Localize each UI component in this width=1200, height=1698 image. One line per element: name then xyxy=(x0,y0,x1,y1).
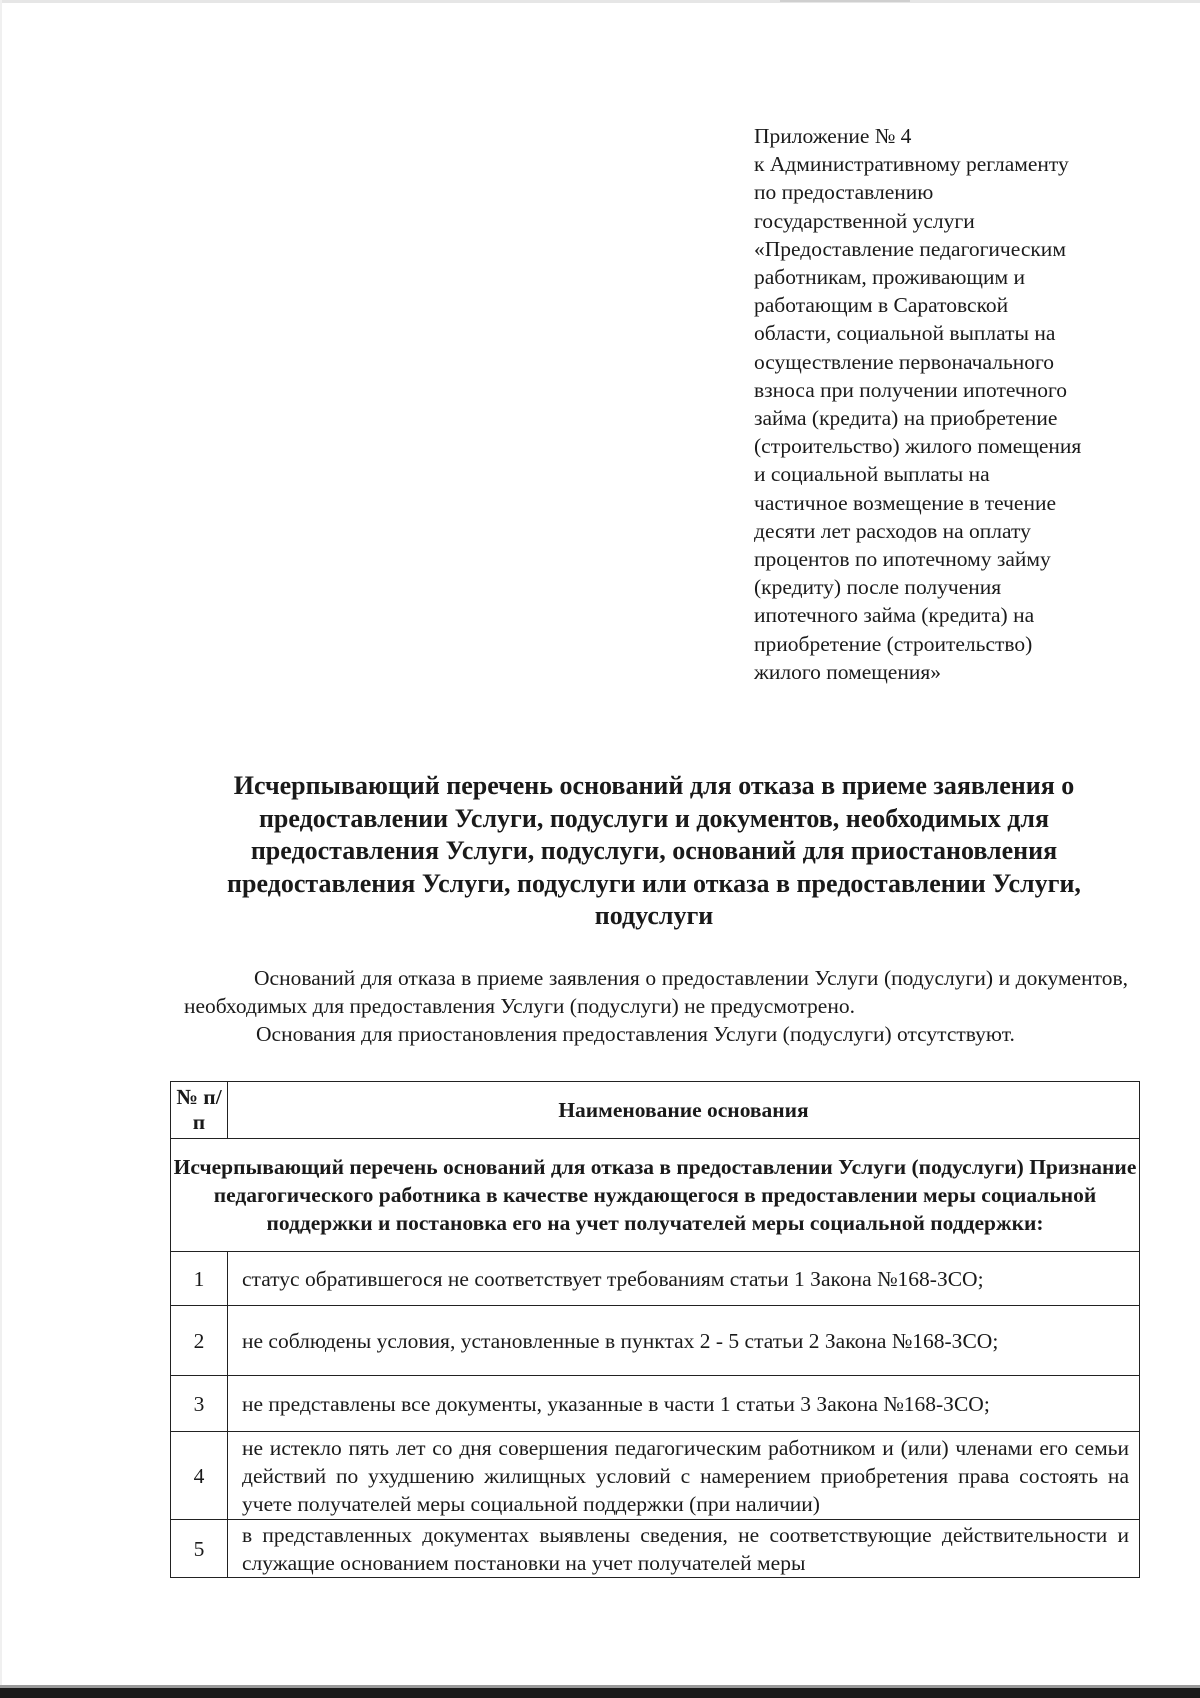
table-row xyxy=(171,1520,1140,1578)
scan-bottom-edge xyxy=(0,1688,1200,1698)
scan-top-edge xyxy=(0,0,1200,3)
row-number: 2 xyxy=(171,1306,228,1376)
row-number: 3 xyxy=(171,1376,228,1432)
header-number: № п/п xyxy=(171,1082,228,1139)
row-number: 1 xyxy=(171,1252,228,1306)
document-title: Исчерпывающий перечень оснований для отказа в приеме заявления о предоставлении Услуги, подуслуги и документов, необходимых для предоставления Услуги, подуслуги, оснований для приостановления предоставления Услуги, подуслуги или отказа в предоставлении Услуги, подуслуги xyxy=(227,771,1081,930)
grounds-table xyxy=(170,1081,1140,1578)
table-row xyxy=(171,1376,1140,1432)
row-text: статус обратившегося не соответствует требованиям статьи 1 Закона №168-ЗСО; xyxy=(228,1252,1140,1306)
row-number: 4 xyxy=(171,1432,228,1520)
row-text-content: в представленных документах выявлены сведения, не соответствующие действительности и служащие основанием постановки на учет получателей меры xyxy=(242,1522,1129,1575)
table-header-row xyxy=(171,1082,1140,1139)
scan-left-edge xyxy=(0,0,2,1698)
paragraph-no-grounds-for-refusal: Оснований для отказа в приеме заявления о предоставлении Услуги (подуслуги) и документов, необходимых для предоставления Услуги (подуслуги) не предусмотрено. xyxy=(184,966,1128,1018)
header-name: Наименование основания xyxy=(228,1082,1140,1139)
row-text: не соблюдены условия, установленные в пунктах 2 - 5 статьи 2 Закона №168-ЗСО; xyxy=(228,1306,1140,1376)
scan-top-mark xyxy=(780,0,910,2)
table-section-row xyxy=(171,1139,1140,1252)
table-row xyxy=(171,1306,1140,1376)
row-text xyxy=(228,1520,1140,1578)
section-title: Исчерпывающий перечень оснований для отказа в предоставлении Услуги (подуслуги) Признание педагогического работника в качестве нуждающегося в предоставлении меры социальной поддержки и постановка его на учет получателей меры социальной поддержки: xyxy=(171,1139,1140,1252)
row-text: не истекло пять лет со дня совершения педагогическим работником и (или) членами его семьи действий по ухудшению жилищных условий с намерением приобретения права состоять на учете получателей меры социальной поддержки (при наличии) xyxy=(228,1432,1140,1520)
table-row xyxy=(171,1252,1140,1306)
table-row xyxy=(171,1432,1140,1520)
row-number: 5 xyxy=(171,1520,228,1578)
paragraph-no-grounds-for-suspension: Основания для приостановления предоставления Услуги (подуслуги) отсутствуют. xyxy=(256,1022,1015,1046)
appendix-note: Приложение № 4 к Административному регламенту по предоставлению государственной услуги «Предоставление педагогическим работникам, проживающим и работающим в Саратовской области, социальной выплаты на осуществление первоначального взноса при получении ипотечного займа (кредита) на приобретение (строительство) жилого помещения и социальной выплаты на частичное возмещение в течение десяти лет расходов на оплату процентов по ипотечному займу (кредиту) после получения ипотечного займа (кредита) на приобретение (строительство) жилого помещения» xyxy=(754,124,1082,684)
row-text: не представлены все документы, указанные в части 1 статьи 3 Закона №168-ЗСО; xyxy=(228,1376,1140,1432)
